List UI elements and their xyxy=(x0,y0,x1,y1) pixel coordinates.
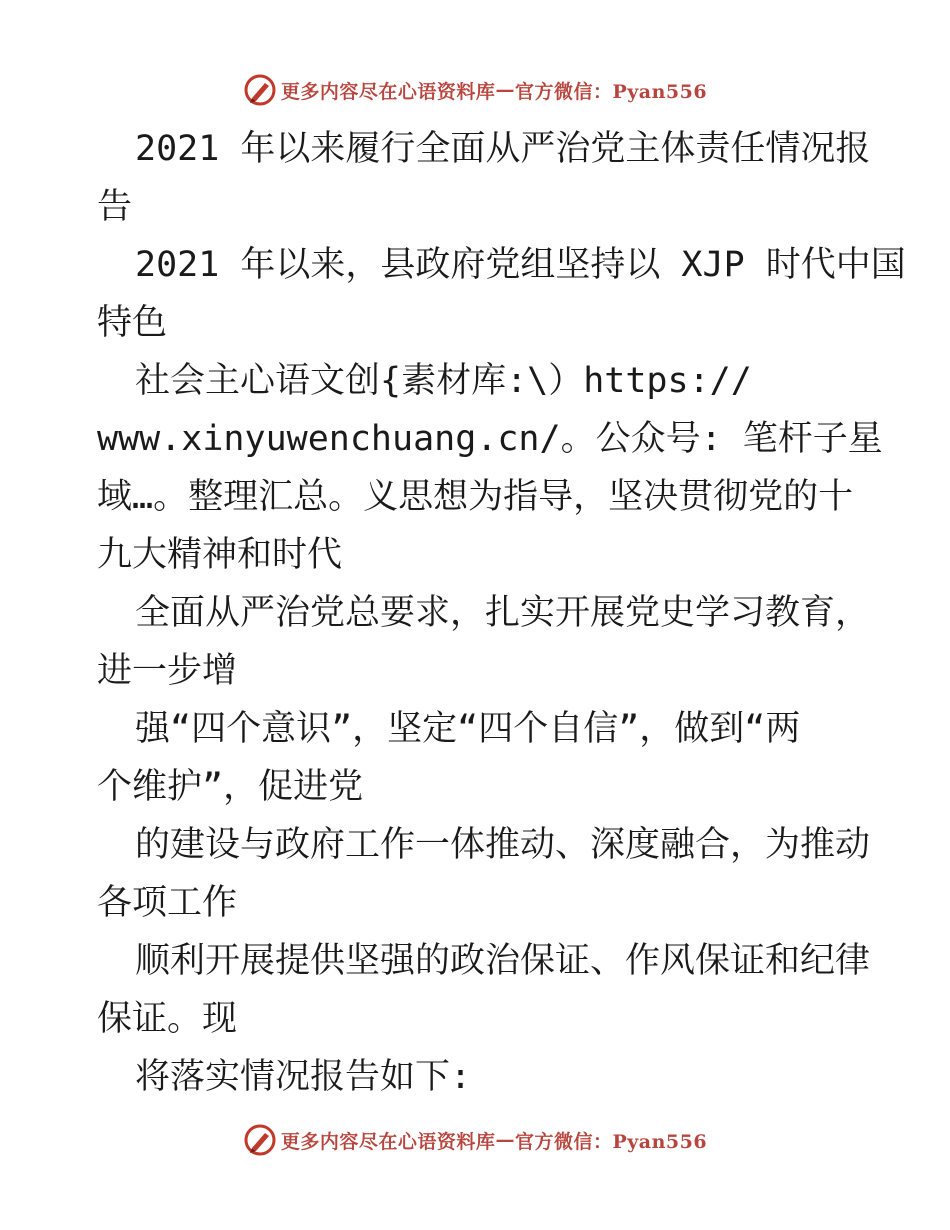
paragraph-line: 保证。现 xyxy=(97,999,238,1039)
paragraph-line: 顺利开展提供坚强的政治保证、作风保证和纪律 xyxy=(135,941,871,981)
banner-dash: — xyxy=(495,1129,515,1151)
banner-wechat: 官方微信：Pyan556 xyxy=(514,80,708,103)
paragraph-line: 特色 xyxy=(97,303,168,343)
banner-title: 更多内容尽在心语资料库 xyxy=(280,80,496,103)
paragraph-line: www.xinyuwenchuang.cn/。公众号: 笔杆子星 xyxy=(97,419,883,459)
paragraph-line: 全面从严治党总要求，扎实开展党史学习教育， xyxy=(135,593,871,633)
paragraph-line: 强“四个意识”，坚定“四个自信”，做到“两 xyxy=(135,709,801,749)
footer-watermark-banner xyxy=(0,1120,950,1160)
pen-logo-icon xyxy=(243,1123,277,1157)
paragraph-line: 个维护”，促进党 xyxy=(97,767,364,807)
paragraph-line: 进一步增 xyxy=(97,651,238,691)
paragraph-line: 社会主心语文创{素材库:\）https:// xyxy=(135,361,752,401)
header-watermark-banner xyxy=(0,70,950,110)
paragraph-line: 的建设与政府工作一体推动、深度融合，为推动 xyxy=(135,825,871,865)
paragraph-line: 2021 年以来，县政府党组坚持以 XJP 时代中国 xyxy=(135,245,906,285)
title-line-1: 2021 年以来履行全面从严治党主体责任情况报 xyxy=(135,129,871,169)
banner-title: 更多内容尽在心语资料库 xyxy=(280,1130,496,1153)
paragraph-line: 各项工作 xyxy=(97,883,238,923)
banner-dash: — xyxy=(495,79,515,101)
paragraph-line: 九大精神和时代 xyxy=(97,535,343,575)
pen-logo-icon xyxy=(243,73,277,107)
document-body xyxy=(97,120,906,1106)
banner-wechat: 官方微信：Pyan556 xyxy=(514,1130,708,1153)
paragraph-line: 域…。整理汇总。义思想为指导，坚决贯彻党的十 xyxy=(97,477,854,517)
title-line-2: 告 xyxy=(97,187,133,227)
paragraph-line: 将落实情况报告如下: xyxy=(135,1057,472,1097)
